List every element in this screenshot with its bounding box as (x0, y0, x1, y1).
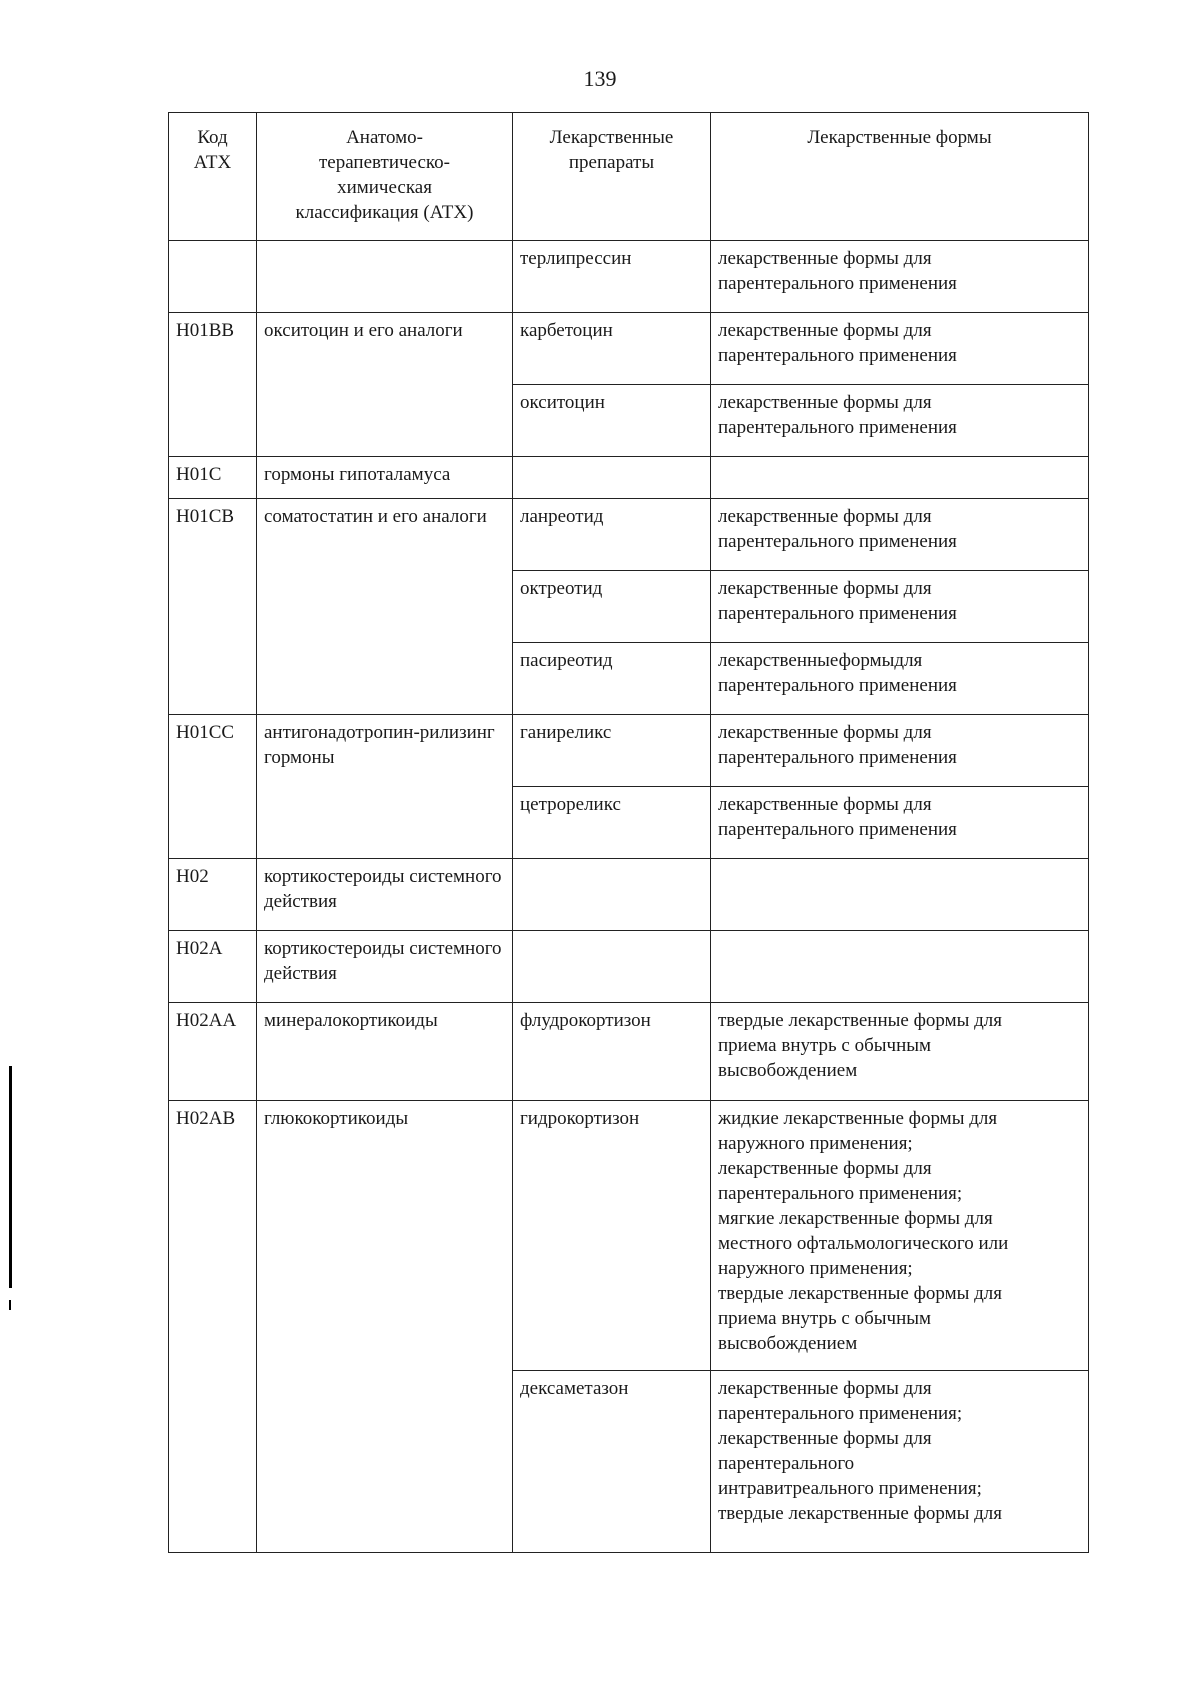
atx-code-cell: H02AA (169, 1003, 257, 1101)
scan-margin-mark (9, 1066, 12, 1288)
dosage-form-line: местного офтальмологического или (718, 1233, 1009, 1254)
drug-name-cell: карбетоцин (513, 313, 711, 385)
dosage-form-line: парентерального применения; (718, 1183, 963, 1204)
drug-name-cell (513, 859, 711, 931)
dosage-form-line: лекарственные формы для (718, 1158, 932, 1179)
dosage-form-line: твердые лекарственные формы для (718, 1010, 1003, 1031)
dosage-form-line: лекарственные формы для (718, 248, 932, 269)
table-row (169, 859, 1089, 931)
dosage-form-line: наружного применения; (718, 1133, 913, 1154)
dosage-forms-cell (711, 571, 1089, 643)
dosage-forms-cell (711, 241, 1089, 313)
drug-name-cell: ганиреликс (513, 715, 711, 787)
dosage-form-line: лекарственные формы для (718, 578, 932, 599)
dosage-forms-cell (711, 715, 1089, 787)
dosage-forms-cell (711, 457, 1089, 499)
atx-classification-cell: антигонадотропин-рилизинг гормоны (257, 715, 513, 859)
header-classification: Анатомо- терапевтическо- химическая классификация (АТХ) (257, 113, 513, 241)
dosage-form-line: парентерального применения (718, 675, 957, 696)
drug-name-cell: пасиреотид (513, 643, 711, 715)
dosage-form-line: твердые лекарственные формы для (718, 1283, 1003, 1304)
dosage-forms-cell (711, 1101, 1089, 1371)
table-row (169, 457, 1089, 499)
atx-classification-cell: минералокортикоиды (257, 1003, 513, 1101)
atx-code-cell: H01CC (169, 715, 257, 859)
dosage-form-line: парентерального применения (718, 345, 957, 366)
table-row (169, 499, 1089, 571)
dosage-form-line: лекарственные формы для (718, 794, 932, 815)
dosage-form-line: парентерального применения; (718, 1403, 963, 1424)
drug-name-cell: окситоцин (513, 385, 711, 457)
dosage-form-line: мягкие лекарственные формы для (718, 1208, 993, 1229)
dosage-form-line: парентерального применения (718, 531, 957, 552)
atx-classification-cell: глюкокортикоиды (257, 1101, 513, 1553)
drug-name-cell: ланреотид (513, 499, 711, 571)
dosage-form-line: парентерального (718, 1453, 855, 1474)
page-number: 139 (583, 66, 617, 91)
dosage-form-line: жидкие лекарственные формы для (718, 1108, 998, 1129)
atx-code-cell: H01C (169, 457, 257, 499)
dosage-form-line: лекарственные формы для (718, 392, 932, 413)
table-row (169, 1101, 1089, 1371)
dosage-forms-cell (711, 859, 1089, 931)
dosage-forms-cell (711, 499, 1089, 571)
table-row (169, 931, 1089, 1003)
table-header-row (169, 113, 1089, 241)
scan-margin-mark-small (9, 1300, 11, 1310)
atx-table (168, 112, 1089, 1553)
dosage-form-line: высвобождением (718, 1060, 858, 1081)
atx-code-cell: H01BB (169, 313, 257, 457)
header-drugs: Лекарственные препараты (513, 113, 711, 241)
drug-name-cell: октреотид (513, 571, 711, 643)
dosage-form-line: приема внутрь с обычным (718, 1308, 932, 1329)
table-row (169, 241, 1089, 313)
dosage-form-line: твердые лекарственные формы для (718, 1503, 1003, 1524)
table-row (169, 715, 1089, 787)
table-row (169, 1003, 1089, 1101)
atx-code-cell: H02A (169, 931, 257, 1003)
drug-name-cell: гидрокортизон (513, 1101, 711, 1371)
drug-name-cell: дексаметазон (513, 1371, 711, 1553)
atx-code-cell: H02 (169, 859, 257, 931)
atx-classification-cell (257, 241, 513, 313)
dosage-forms-cell (711, 931, 1089, 1003)
dosage-form-line: лекарственные формы для (718, 320, 932, 341)
header-code: Код АТХ (169, 113, 257, 241)
dosage-form-line: наружного применения; (718, 1258, 913, 1279)
atx-classification-cell: кортикостероиды системного действия (257, 859, 513, 931)
drug-name-cell: цетрореликс (513, 787, 711, 859)
dosage-form-line: парентерального применения (718, 603, 957, 624)
dosage-form-line: лекарственные формы для (718, 1428, 932, 1449)
drug-name-cell: терлипрессин (513, 241, 711, 313)
dosage-forms-cell (711, 1371, 1089, 1553)
table-body (169, 241, 1089, 1553)
dosage-forms-cell (711, 385, 1089, 457)
dosage-form-line: интравитреального применения; (718, 1478, 982, 1499)
atx-classification-cell: кортикостероиды системного действия (257, 931, 513, 1003)
dosage-form-line: приема внутрь с обычным (718, 1035, 932, 1056)
dosage-form-line: лекарственные формы для (718, 722, 932, 743)
dosage-forms-cell (711, 643, 1089, 715)
dosage-form-line: лекарственные формы для (718, 506, 932, 527)
drug-name-cell (513, 457, 711, 499)
atx-code-cell: H01CB (169, 499, 257, 715)
dosage-form-line: парентерального применения (718, 417, 957, 438)
drug-name-cell (513, 931, 711, 1003)
dosage-form-line: парентерального применения (718, 819, 957, 840)
atx-code-cell: H02AB (169, 1101, 257, 1553)
dosage-form-line: лекарственные формы для (718, 1378, 932, 1399)
atx-code-cell (169, 241, 257, 313)
atx-classification-cell: окситоцин и его аналоги (257, 313, 513, 457)
atx-classification-cell: соматостатин и его аналоги (257, 499, 513, 715)
dosage-form-line: высвобождением (718, 1333, 858, 1354)
table-row (169, 313, 1089, 385)
dosage-form-line: парентерального применения (718, 747, 957, 768)
dosage-forms-cell (711, 313, 1089, 385)
dosage-forms-cell (711, 787, 1089, 859)
header-forms: Лекарственные формы (711, 113, 1089, 241)
dosage-form-line: парентерального применения (718, 273, 957, 294)
drug-name-cell: флудрокортизон (513, 1003, 711, 1101)
dosage-forms-cell (711, 1003, 1089, 1101)
dosage-form-line: лекарственныеформыдля (718, 650, 923, 671)
atx-classification-cell: гормоны гипоталамуса (257, 457, 513, 499)
